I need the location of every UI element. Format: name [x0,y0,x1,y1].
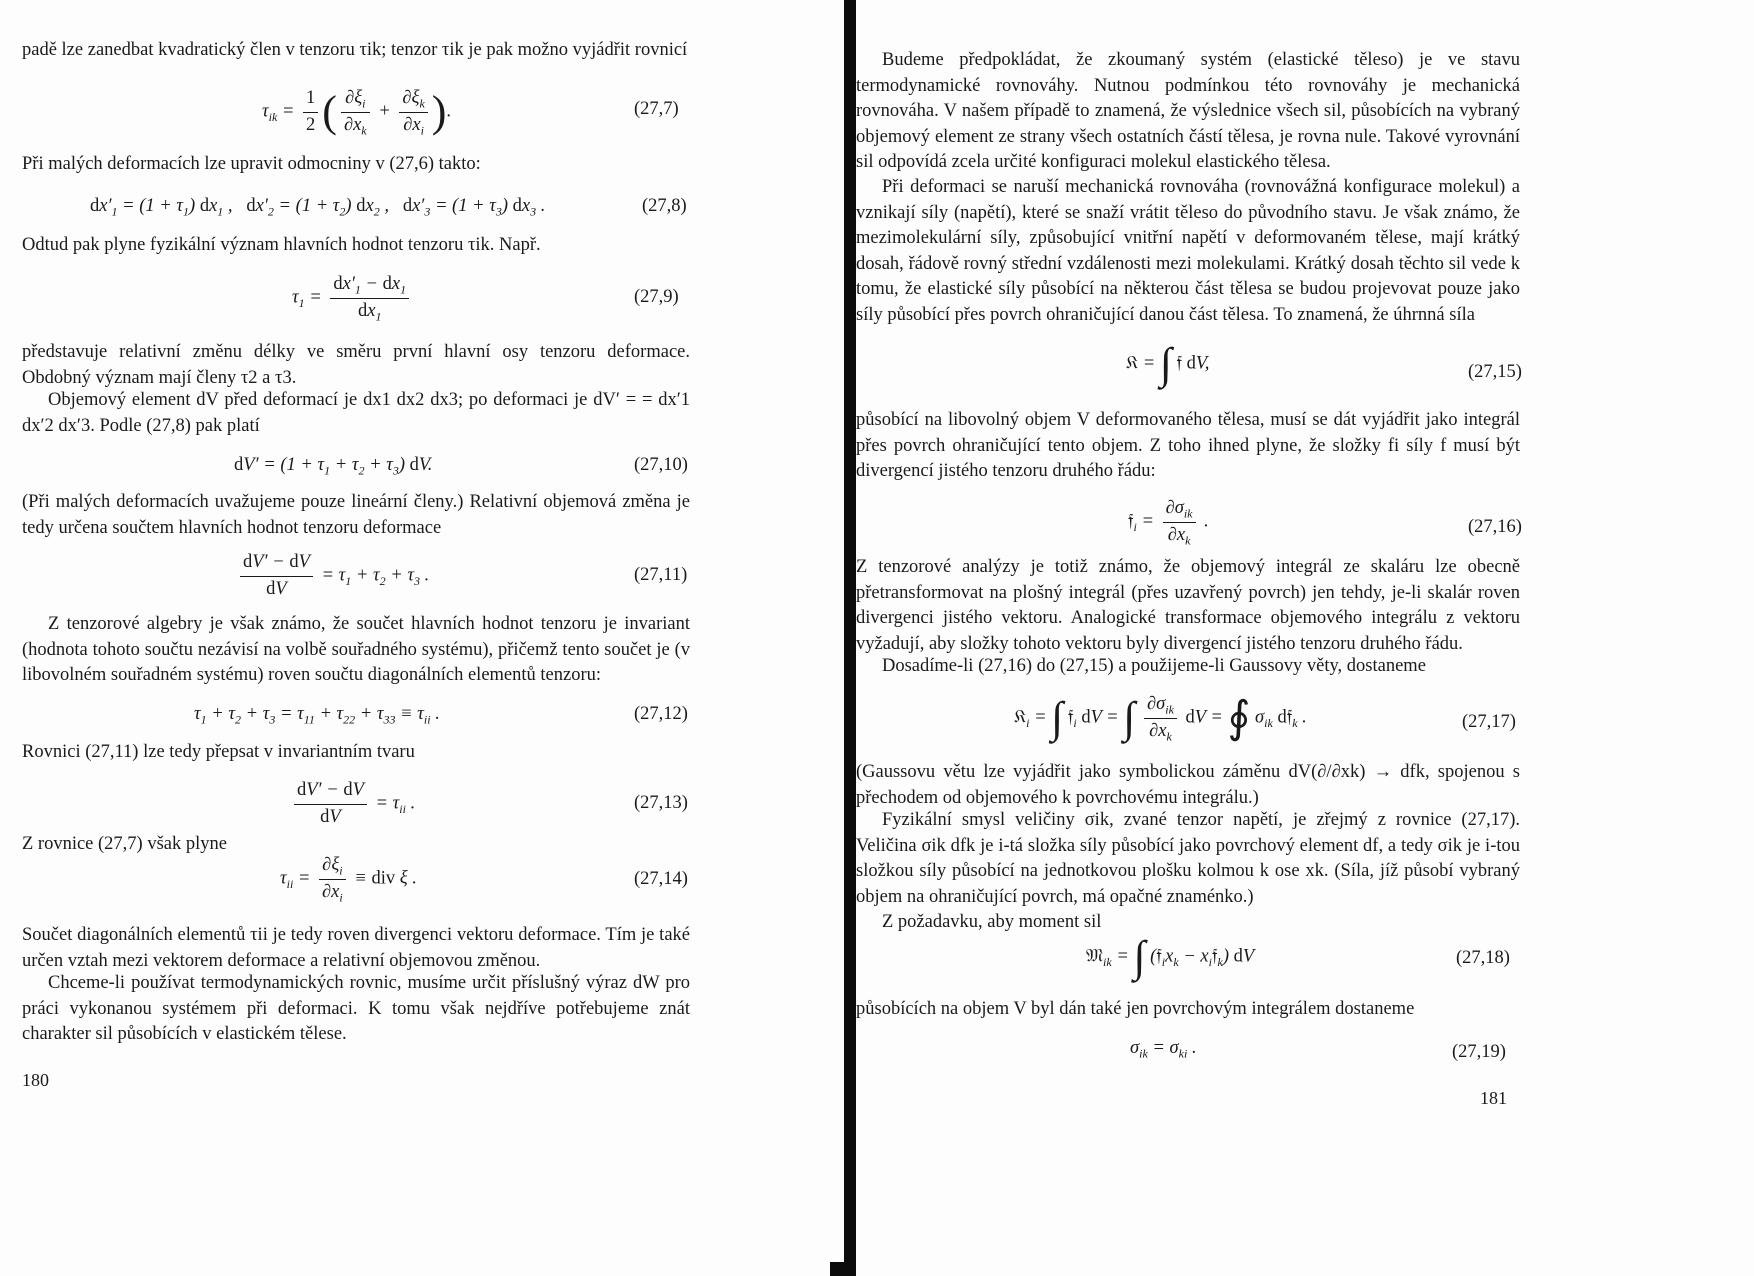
paragraph: Součet diagonálních elementů τii je tedy roven divergenci vektoru deformace. Tím je také určen vztah mezi vektorem deformace a relativní objemovou změnou. [22,925,690,971]
equation-number: (27,15) [1468,362,1522,382]
equation-27-11: $\frac{dV' - dV}{dV}$ = $\tau_1 + \tau_2 + \tau_3$ . [236,550,429,602]
equation-number: (27,12) [634,704,688,724]
paragraph: Při malých deformacích lze upravit odmocniny v (27,6) takto: [22,154,481,174]
right-page [856,0,1754,1276]
paragraph: (Gaussovu větu lze vyjádřit jako symbolickou záměnu dV(∂/∂xk) → dfk, spojenou s přechodem od objemového k povrchovému integrálu.) [856,762,1520,808]
paragraph: působících na objem V byl dán také jen povrchovým integrálem dostaneme [856,999,1415,1019]
equation-number: (27,17) [1462,712,1516,732]
equation-27-14: $\tau_{ii}$ = $\frac{\partial\xi_i}{\partial x_i}$ ≡ div ξ . [280,855,417,905]
equation-27-9: $\tau_1$ = $\frac{dx'_1 - dx_1}{dx_1}$ [292,272,413,324]
paragraph: Chceme-li používat termodynamických rovnic, musíme určit příslušný výraz dW pro práci vykonanou systémem při deformaci. K tomu však nejdříve potřebujeme znát charakter sil působících v elastickém tělese. [22,973,690,1044]
left-page [0,0,848,1276]
paragraph: Fyzikální smysl veličiny σik, zvané tenzor napětí, je zřejmý z rovnice (27,17). Veličina σik dfk je i-tá složka síly působící jako povrchový element df, a tedy σik je i-tou složkou síly působící na jednotkovou plošku kolmou k ose xk. (Síla, jíž působí vybraný objem na ohraničující povrch, má opačné znaménko.) [856,810,1520,907]
equation-27-8: $dx'_1 = (1 + \tau_1)$ $dx_1$ , $dx'_2 = (1 + \tau_2)$ $dx_2$ , $dx'_3 = (1 + \tau_3)$ $dx_3$ . [90,196,546,219]
paragraph: Z tenzorové analýzy je totiž známo, že objemový integrál ze skaláru lze obecně přetransformovat na plošný integrál (přes uzavřený povrch) jen tehdy, je-li skalár roven divergenci jistého vektoru. Analogické transformace objemového integrálu z vektoru vyžadují, aby složky tohoto vektoru byly divergencí jistého tenzoru druhého řádu. [856,557,1520,654]
paragraph: padě lze zanedbat kvadratický člen v tenzoru τik; tenzor τik je pak možno vyjádřit rovnicí [22,40,688,60]
equation-number: (27,16) [1468,517,1522,537]
equation-number: (27,7) [634,99,679,119]
paragraph: působící na libovolný objem V deformovaného tělesa, musí se dát vyjádřit jako integrál přes povrch ohraničující tento objem. Z toho ihned plyne, že složky fi síly f musí být divergencí jistého tenzoru druhého řádu: [856,410,1520,481]
equation-27-12: $\tau_1 + \tau_2 + \tau_3 = \tau_{11} + \tau_{22} + \tau_{33} \equiv \tau_{ii}$ . [194,704,440,727]
equation-number: (27,11) [634,565,688,585]
equation-27-18: 𝔐$_{ik}$ = ∫ ($𝔣_ix_k$ − $x_i𝔣_k$) dV [1086,932,1255,981]
equation-number: (27,10) [634,455,688,475]
equation-number: (27,9) [634,287,679,307]
paragraph: Z rovnice (27,7) však plyne [22,834,227,854]
equation-27-10: $dV' = (1 + \tau_1 + \tau_2 + \tau_3)$ dV. [234,455,433,478]
paragraph: Z tenzorové algebry je však známo, že součet hlavních hodnot tenzoru je invariant (hodnota tohoto součtu nezávisí na volbě souřadného systému), přičemž tento součet je (v libovolném souřadném systému) roven součtu diagonálních elementů tenzoru: [22,614,690,685]
equation-number: (27,8) [642,196,687,216]
equation-number: (27,18) [1456,948,1510,968]
paragraph: Dosadíme-li (27,16) do (27,15) a použijeme-li Gaussovy věty, dostaneme [882,656,1426,676]
equation-27-19: $\sigma_{ik} = \sigma_{ki}$ . [1130,1038,1197,1061]
page-number: 180 [22,1070,49,1090]
paragraph: představuje relativní změnu délky ve směru první hlavní osy tenzoru deformace. Obdobný význam mají členy τ2 a τ3. [22,342,690,388]
paragraph: Odtud pak plyne fyzikální význam hlavních hodnot tenzoru τik. Např. [22,235,541,255]
paragraph: Rovnici (27,11) lze tedy přepsat v invariantním tvaru [22,742,415,762]
page-number: 181 [1480,1088,1507,1108]
equation-number: (27,14) [634,869,688,889]
equation-number: (27,19) [1452,1042,1506,1062]
paragraph: Budeme předpokládat, že zkoumaný systém (elastické těleso) je ve stavu termodynamické rovnováhy. Nutnou podmínkou této rovnováhy je mechanická rovnováha. V našem případě to znamená, že výslednice všech sil, působících na vybraný objemový element ze strany všech ostatních částí tělesa, je rovna nule. Takové vyrovnání sil odpovídá zcela určité konfiguraci molekul elastického tělesa. [856,50,1520,172]
equation-27-16: 𝔣$_i$ = $\frac{\partial\sigma_{ik}}{\partial x_k}$ . [1128,498,1209,548]
paragraph: (Při malých deformacích uvažujeme pouze lineární členy.) Relativní objemová změna je tedy určena součtem hlavních hodnot tenzoru deformace [22,492,690,538]
equation-27-13: $\frac{dV' - dV}{dV}$ = $\tau_{ii}$ . [290,778,415,830]
equation-number: (27,13) [634,793,688,813]
equation-27-17: 𝔎$_i$ = ∫ 𝔣$_i$ dV = ∫ $\frac{\partial\sigma_{ik}}{\partial x_k}$ dV = ∮ $\sigma_{ik}$ d𝔣$_k$ . [1014,693,1307,744]
paragraph: Z požadavku, aby moment sil [882,912,1102,932]
paragraph: Při deformaci se naruší mechanická rovnováha (rovnovážná konfigurace molekul) a vznikají síly (napětí), které se snaží vrátit těleso do původního stavu. Je však známo, že mezimolekulární síly, způsobující vnitřní napětí v deformovaném tělese, mají krátký dosah, řádově rovný střední vzdálenosti mezi molekulami. Krátký dosah těchto sil vede k tomu, že elastické síly působící na některou část tělesa se budou projevovat pouze jako síly působící přes povrch ohraničující danou část tělesa. To znamená, že úhrnná síla [856,177,1520,325]
paragraph: Objemový element dV před deformací je dx1 dx2 dx3; po deformaci je dV′ = = dx′1 dx′2 dx′3. Podle (27,8) pak platí [22,390,690,436]
equation-27-7: $\tau_{ik}$ = $\frac{1}{2}$ ( $\frac{\partial\xi_i}{\partial x_k}$ + $\frac{\partial\xi_k}{\partial x_i}$ ). [262,87,452,138]
equation-27-15: 𝔎 = ∫ 𝔣 dV, [1126,339,1210,388]
